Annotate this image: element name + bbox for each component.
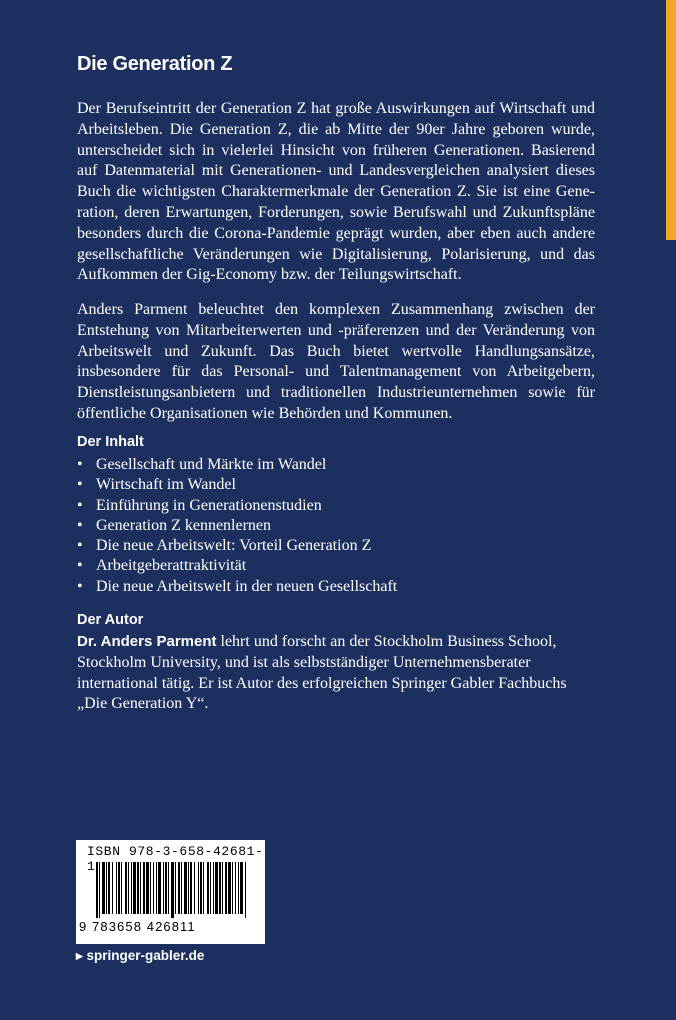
barcode-bar (96, 862, 98, 918)
contents-heading: Der Inhalt (77, 434, 144, 450)
barcode-bar (163, 862, 164, 914)
barcode-bar (168, 862, 169, 914)
barcode-bar (99, 862, 100, 918)
barcode-bar (232, 862, 233, 914)
barcode-bar (140, 862, 141, 914)
barcode-bar (106, 862, 107, 914)
barcode-bar (102, 862, 105, 914)
book-title: Die Generation Z (77, 53, 233, 75)
bullet-icon: • (77, 476, 83, 494)
barcode-bar (213, 862, 214, 914)
barcode-bar (240, 862, 243, 914)
arrow-right-icon: ▸ (76, 948, 83, 963)
barcode-bar (178, 862, 180, 914)
author-name: Dr. Anders Parment (77, 633, 217, 650)
barcode-bar (175, 862, 176, 914)
barcode-bar (133, 862, 136, 914)
bullet-icon: • (77, 537, 83, 555)
barcode-bar (215, 862, 218, 914)
barcode-digits: 9 783658 426811 (79, 919, 196, 934)
contents-item: • Die neue Arbeitswelt in der neuen Gesellschaft (77, 577, 397, 597)
barcode-bar (190, 862, 192, 914)
bullet-icon: • (77, 496, 83, 514)
barcode-bar (146, 862, 149, 914)
barcode-bar (128, 862, 129, 914)
contents-list (77, 455, 397, 597)
website-link[interactable] (76, 948, 204, 964)
contents-item: • Wirtschaft im Wandel (77, 475, 397, 495)
barcode-bar (121, 862, 122, 914)
isbn-barcode-box (76, 840, 265, 944)
barcode-bar (219, 862, 221, 914)
contents-item: • Generation Z kennenlernen (77, 516, 397, 536)
barcode-bar (137, 862, 139, 914)
barcode-bar (238, 862, 239, 914)
barcode-bar (165, 862, 167, 914)
barcode-bar (188, 862, 189, 914)
barcode-bar (125, 862, 127, 914)
barcode-bar (116, 862, 117, 914)
barcode-bar (143, 862, 145, 914)
barcode-bar (198, 862, 199, 914)
description-paragraph-2: Anders Parment beleuchtet den komplexen Zusammenhang zwischen der Entstehung von Mitarbeiterwerten und -präferenzen und der Veränderung von Arbeitswelt und Zukunft. Das Buch bietet wertvolle Handlungsansätze, insbesondere für das Personal- und Talentmanagement von Arbeitgebern, Dienstleistungsanbietern und traditionellen Industrieunternehmen sowie für öffentliche Organisationen wie Behörden und Kommunen. (77, 301, 595, 422)
barcode-bar (200, 862, 202, 914)
author-bio-text: lehrt und forscht an der Stockholm Business School, Stockholm University, und ist als selbstständiger Unternehmensberater international tätig. Er ist Autor des erfolgreichen Springer Gabler Fachbuchs „Die Generation Y“. (77, 633, 567, 713)
barcode-bar (207, 862, 209, 914)
bullet-icon: • (77, 577, 83, 595)
barcode-bar (112, 862, 113, 914)
barcode-bar (158, 862, 161, 914)
barcode-bar (181, 862, 182, 914)
contents-item: • Einführung in Generationenstudien (77, 496, 397, 516)
description-paragraph-1: Der Berufseintritt der Generation Z hat große Auswirkungen auf Wirtschaft und Arbeitsleben. Die Generation Z, die ab Mitte der 90er Jahre geboren wurde, unterscheidet sich in vielerlei Hinsicht von früheren Generationen. Basierend auf Datenmaterial mit Generationen- und Landesvergleichen analysiert dieses Buch die wichtigsten Charaktermerkmale der Generation Z. Sie ist eine Generation, deren Erwartungen, Forderungen, sowie Berufswahl und Zukunftspläne besonders durch die Corona-Pandemie geprägt wurden, aber eben auch andere gesellschaftliche Veränderungen wie Digitalisierung, Polarisierung, und das Aufkommen der Gig-Economy bzw. der Teilungswirtschaft. (77, 100, 595, 284)
barcode-bar (171, 862, 174, 918)
accent-bar (666, 0, 676, 240)
barcode-icon (96, 862, 246, 918)
contents-item: • Die neue Arbeitswelt: Vorteil Generation Z (77, 536, 397, 556)
author-heading: Der Autor (77, 612, 144, 628)
barcode-bar (184, 862, 187, 914)
barcode-bar (153, 862, 154, 914)
barcode-bar (228, 862, 231, 914)
website-text: springer-gabler.de (86, 948, 205, 963)
barcode-bar (203, 862, 204, 914)
barcode-bar (222, 862, 223, 914)
author-bio (77, 632, 597, 715)
bullet-icon: • (77, 516, 83, 534)
barcode-bar (108, 862, 110, 914)
bullet-icon: • (77, 557, 83, 575)
barcode-bar (210, 862, 211, 914)
bullet-icon: • (77, 456, 83, 473)
barcode-bar (194, 862, 195, 914)
barcode-bar (150, 862, 151, 914)
barcode-bar (118, 862, 120, 914)
barcode-bar (131, 862, 132, 914)
barcode-bar (156, 862, 157, 914)
barcode-bar (225, 862, 227, 914)
barcode-bar (245, 862, 246, 918)
isbn-label: ISBN 978-3-658-42681-1 (87, 844, 264, 874)
contents-item: • Gesellschaft und Märkte im Wandel (77, 455, 397, 475)
contents-item: • Arbeitgeberattraktivität (77, 556, 397, 576)
barcode-bar (235, 862, 236, 914)
